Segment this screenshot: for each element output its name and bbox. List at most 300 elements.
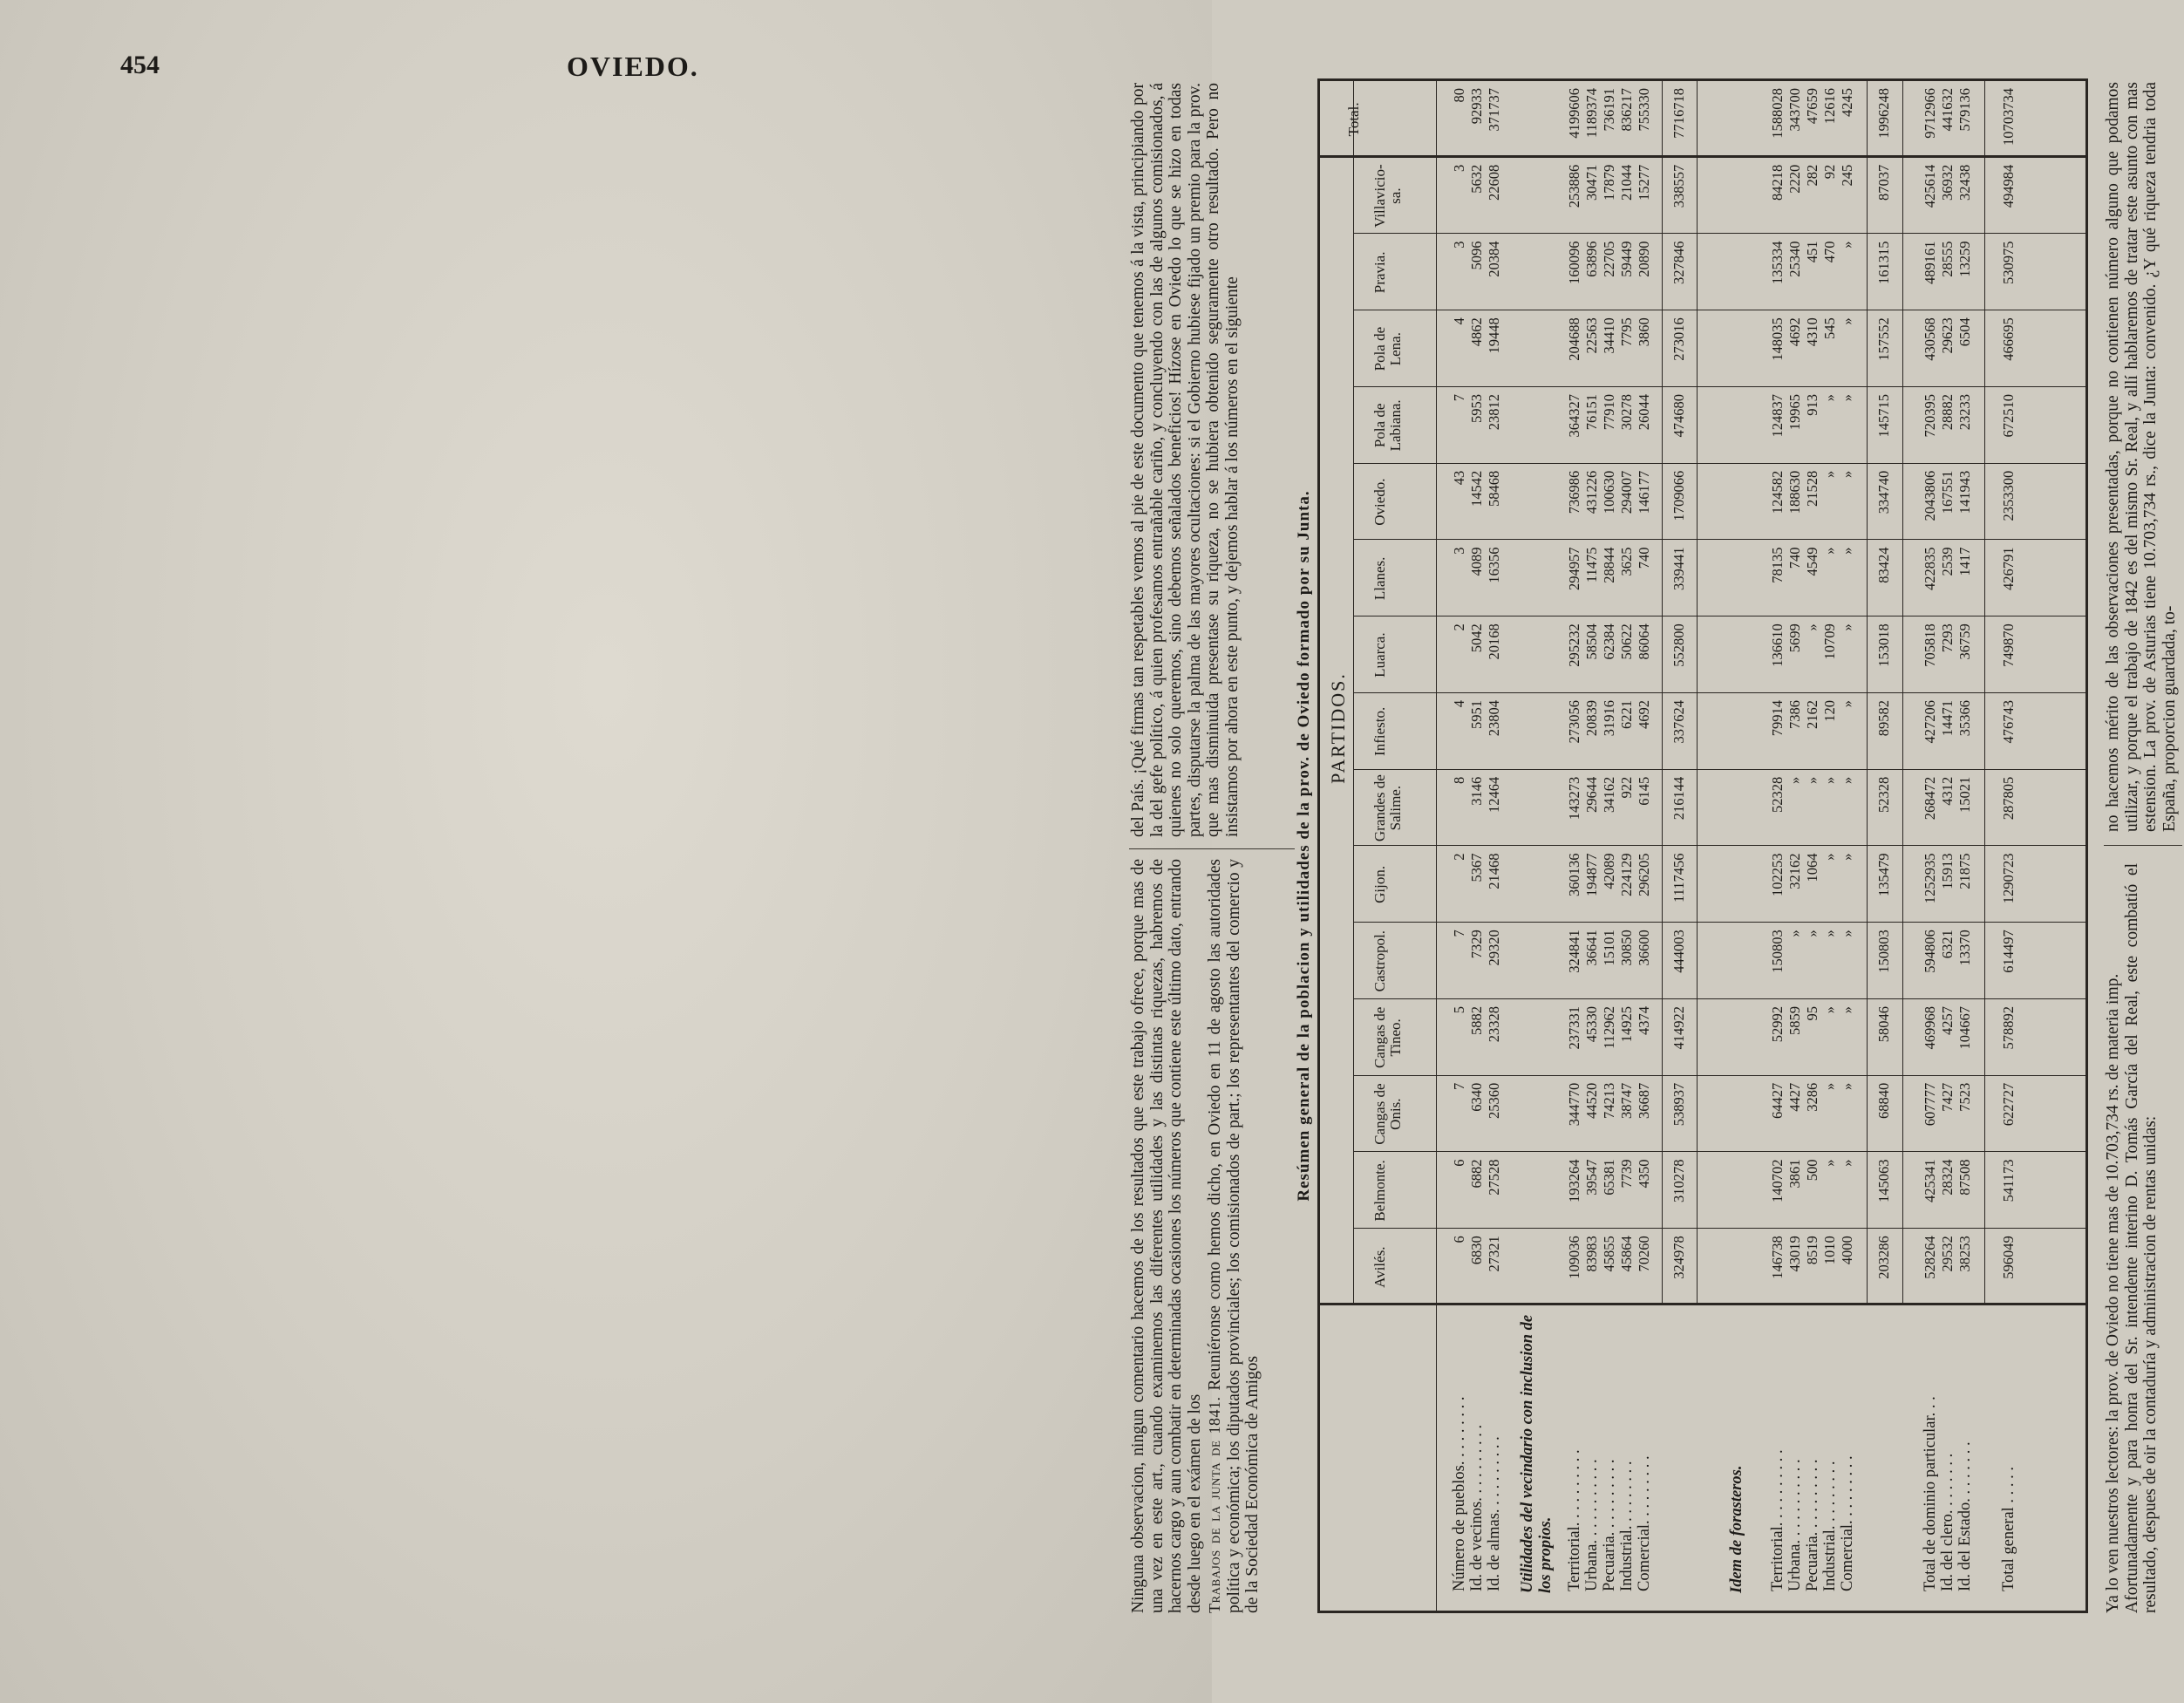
column-header: Pola de Labiana.: [1371, 399, 1404, 452]
table-cell: »: [1786, 930, 1803, 937]
table-cell: 579136: [1956, 88, 1973, 132]
table-cell: »: [1821, 853, 1838, 861]
section-label: Idem de forasteros.: [1728, 1465, 1745, 1593]
table-cell: 755330: [1636, 88, 1652, 132]
column-header: Total.: [1345, 102, 1362, 137]
table-cell: 5699: [1786, 623, 1803, 653]
table-cell: 11475: [1583, 547, 1600, 583]
table-cell: 740: [1786, 547, 1803, 569]
table-cell: 324978: [1670, 1236, 1687, 1279]
table-cell: 5: [1451, 1006, 1467, 1014]
column-header: Avilés.: [1371, 1246, 1388, 1288]
table-cell: 324841: [1566, 930, 1582, 973]
table-cell: 237331: [1566, 1006, 1582, 1050]
table-cell: 194877: [1583, 853, 1600, 896]
column-header: Pravia.: [1371, 251, 1388, 294]
table-cell: 135334: [1769, 241, 1786, 284]
table-cell: 52328: [1875, 776, 1892, 813]
table-cell: 4310: [1804, 317, 1820, 347]
table-cell: 705818: [1922, 623, 1938, 667]
table-cell: 58504: [1583, 623, 1600, 660]
table-cell: 216144: [1670, 776, 1687, 821]
table-cell: 104667: [1956, 1006, 1973, 1050]
table-cell: 425614: [1922, 164, 1938, 208]
table-cell: 145715: [1875, 394, 1892, 438]
table-cell: 7: [1451, 930, 1467, 937]
table-cell: 5882: [1468, 1006, 1485, 1035]
table-cell: 70260: [1636, 1236, 1652, 1272]
intro-paragraph-2-text: Reuniéronse como hemos dicho, en Oviedo en 11 de agosto las autoridades política y económica; los diputados provinciales; los comisionados de part.; los representantes del comercio y de la Sociedad Económica de Amigos: [1206, 859, 1262, 1613]
table-cell: 294007: [1618, 470, 1635, 514]
table-cell: 552800: [1670, 623, 1687, 667]
table-cell: 273056: [1566, 700, 1582, 744]
closing-paragraph-1: Ya lo ven nuestros lectores: la prov. de Oviedo no tiene mas de 10.703,734 rs. de materia imp.: [2104, 973, 2122, 1613]
column-header: Pola de Lena.: [1371, 326, 1404, 371]
table-cell: 3861: [1786, 1159, 1803, 1189]
table-cell: 38747: [1618, 1082, 1635, 1119]
row-label-dominio: Total de dominio particular. . .: [1922, 1396, 1939, 1591]
column-divider: [1129, 848, 1295, 849]
row-label-v-comercial: Comercial. . . . . . . . .: [1636, 1455, 1653, 1591]
table-cell: 30850: [1618, 930, 1635, 966]
table-cell: 1117456: [1670, 853, 1687, 903]
table-cell: 76151: [1583, 394, 1600, 431]
table-cell: 749870: [2000, 623, 2017, 667]
table-cell: 23233: [1956, 394, 1973, 431]
table-cell: »: [1839, 853, 1855, 861]
table-cell: 29623: [1939, 317, 1956, 354]
table-cell: 5042: [1468, 623, 1485, 653]
subtotal-rule: [1867, 81, 1868, 1305]
table-cell: 15101: [1601, 930, 1617, 966]
table-cell: 5951: [1468, 700, 1485, 729]
table-cell: 124582: [1769, 470, 1786, 514]
table-cell: 29532: [1939, 1236, 1956, 1272]
subtotal-rule: [1662, 81, 1663, 1305]
table-cell: 441632: [1939, 88, 1956, 132]
table-cell: 8519: [1804, 1236, 1820, 1265]
table-cell: 34410: [1601, 317, 1617, 354]
closing-text: [2104, 78, 2182, 1613]
table-cell: 15913: [1939, 853, 1956, 889]
table-cell: 148035: [1769, 317, 1786, 361]
table-cell: 23812: [1486, 394, 1502, 431]
row-label-f-industrial: Industrial. . . . . . . . .: [1821, 1461, 1839, 1591]
table-cell: 34162: [1601, 776, 1617, 813]
table-cell: 161315: [1875, 241, 1892, 284]
table-cell: 425341: [1922, 1159, 1938, 1202]
table-cell: 21528: [1804, 470, 1820, 507]
table-cell: 489161: [1922, 241, 1938, 284]
table-cell: 43: [1451, 470, 1467, 486]
row-label-v-urbana: Urbana. . . . . . . . . . .: [1583, 1459, 1601, 1591]
row-label-estado: Id. del Estado. . . . . . . .: [1956, 1441, 1974, 1591]
table-cell: »: [1839, 241, 1855, 249]
table-cell: 77910: [1601, 394, 1617, 431]
table-cell: 4427: [1786, 1082, 1803, 1112]
column-header: Castropol.: [1371, 930, 1388, 992]
table-cell: »: [1821, 776, 1838, 784]
table-cell: 21875: [1956, 853, 1973, 889]
table-cell: »: [1821, 930, 1838, 937]
table-cell: 14471: [1939, 700, 1956, 737]
table-cell: 43019: [1786, 1236, 1803, 1272]
table-cell: 25360: [1486, 1082, 1502, 1119]
column-header: Cangas de Tineo.: [1371, 1006, 1404, 1069]
table-cell: 141943: [1956, 470, 1973, 514]
table-cell: 188630: [1786, 470, 1803, 514]
table-cell: 430568: [1922, 317, 1938, 361]
table-cell: 5367: [1468, 853, 1485, 882]
table-cell: »: [1804, 930, 1820, 937]
table-cell: 16356: [1486, 547, 1502, 583]
table-cell: 42089: [1601, 853, 1617, 889]
table-cell: 295232: [1566, 623, 1582, 667]
table-cell: 22608: [1486, 164, 1502, 201]
table-cell: 63896: [1583, 241, 1600, 277]
table-cell: 29320: [1486, 930, 1502, 966]
table-cell: 7716718: [1670, 88, 1687, 139]
table-cell: 36932: [1939, 164, 1956, 201]
row-label-f-pecuaria: Pecuaria. . . . . . . . . .: [1804, 1459, 1821, 1591]
table-cell: 140702: [1769, 1159, 1786, 1202]
intro-text: [1129, 78, 1295, 1613]
row-label-f-urbana: Urbana. . . . . . . . . . .: [1786, 1459, 1804, 1591]
table-cell: »: [1839, 547, 1855, 555]
table-cell: 268472: [1922, 776, 1938, 821]
table-cell: 35366: [1956, 700, 1973, 737]
table-cell: 836217: [1618, 88, 1635, 132]
table-cell: 7386: [1786, 700, 1803, 729]
table-cell: 2539: [1939, 547, 1956, 576]
table-cell: 80: [1451, 88, 1467, 103]
page-number: 454: [120, 51, 160, 79]
table-cell: 7: [1451, 1082, 1467, 1090]
table-cell: »: [1821, 1006, 1838, 1014]
intro-paragraph-1: Ninguna observacion, ningun comentario hacemos de los resultados que este trabajo ofrece, porque mas de una vez en este art., cuando examinemos las diferentes utilidades y las distintas riquezas, habremos de hacernos cargo y aun combatir en determinadas ocasiones los números que contiene este último dato, entrando desde luego en el exámen de los: [1129, 859, 1204, 1613]
table-cell: 7427: [1939, 1082, 1956, 1112]
column-header: Gijon.: [1371, 865, 1388, 903]
table-cell: 62384: [1601, 623, 1617, 660]
table-cell: 4199606: [1566, 88, 1582, 139]
table-cell: 124837: [1769, 394, 1786, 438]
table-cell: 109036: [1566, 1236, 1582, 1279]
table-cell: 92933: [1468, 88, 1485, 125]
table-cell: 58046: [1875, 1006, 1892, 1043]
row-label-general: Total general . . . . .: [2000, 1466, 2017, 1591]
row-label-f-comercial: Comercial. . . . . . . . .: [1839, 1455, 1856, 1591]
table-cell: 594806: [1922, 930, 1938, 973]
table-cell: 287805: [2000, 776, 2017, 821]
table-cell: 59449: [1618, 241, 1635, 277]
closing-paragraph-3: no hacemos mérito de las observaciones presentadas, porque no contienen número alguno que podamos utilizar, y porque el trabajo de 1842 es del mismo Sr. Real, y allí hablaremos de tratar este asunto con mas estension. La prov. de Asturias tiene 10.703,734 rs., dice la Junta: convenido. ¿Y qué riqueza tendria toda España, proporcion guardada, to-: [2104, 82, 2179, 832]
table-cell: 7329: [1468, 930, 1485, 959]
table-cell: 245: [1839, 164, 1855, 187]
intro-paragraph-3: del País. ¡Qué firmas tan respetables vemos al pie de este documento que tenemos á la vista, principiando por la del gefe político, á quien profesamos entrañable cariño, y concluyendo con las de algunos comisionados, á quienes no solo queremos, sino debemos señalados beneficios! Hízose en Oviedo lo que se hizo en todas partes, disputarse la palma de las mayores ocultaciones: si el Gobierno hubiese fijado un premio para la prov. que mas disminuida presentase su riqueza, no se hubiera obtenido seguramente otro resultado. Pero no insistamos por ahora en este punto, y dejemos hablar á los números en el siguiente: [1129, 83, 1242, 837]
table-cell: 334740: [1875, 470, 1892, 514]
table-cell: 7795: [1618, 317, 1635, 347]
table-cell: 360136: [1566, 853, 1582, 896]
table-cell: 1417: [1956, 547, 1973, 576]
table-cell: 6340: [1468, 1082, 1485, 1112]
table-cell: 32162: [1786, 853, 1803, 889]
closing-column-left: [2104, 863, 2160, 1613]
table-cell: 92: [1821, 164, 1838, 180]
table-cell: »: [1839, 930, 1855, 937]
table-cell: 1996248: [1875, 88, 1892, 139]
row-label-almas: Id. de almas. . . . . . . . . .: [1486, 1436, 1503, 1591]
table-cell: 338557: [1670, 164, 1687, 208]
table-cell: 25340: [1786, 241, 1803, 277]
row-label-v-territorial: Territorial. . . . . . . . . .: [1566, 1449, 1583, 1591]
table-cell: 466695: [2000, 317, 2017, 361]
table-cell: 13370: [1956, 930, 1973, 966]
table-cell: 740: [1636, 547, 1652, 569]
table-cell: »: [1839, 394, 1855, 402]
table-cell: 3860: [1636, 317, 1652, 347]
table-cell: 426791: [2000, 547, 2017, 590]
table-cell: 86064: [1636, 623, 1652, 660]
table-cell: 145063: [1875, 1159, 1892, 1202]
table-cell: 6504: [1956, 317, 1973, 347]
table-cell: 1588028: [1769, 88, 1786, 139]
table-cell: 6: [1451, 1236, 1467, 1243]
table-cell: 736191: [1601, 88, 1617, 132]
table-cell: 36687: [1636, 1082, 1652, 1119]
table-title: Resúmen general de la poblacion y utilidades de la prov. de Oviedo formado por su Junta.: [1295, 490, 1313, 1202]
partidos-rule: [1353, 81, 1354, 1305]
table-cell: 343700: [1786, 88, 1803, 132]
table-cell: 4374: [1636, 1006, 1652, 1035]
table-cell: 6882: [1468, 1159, 1485, 1189]
table-cell: 74213: [1601, 1082, 1617, 1119]
table-cell: 167551: [1939, 470, 1956, 514]
table-cell: 58468: [1486, 470, 1502, 507]
table-cell: 431226: [1583, 470, 1600, 514]
table-cell: 45864: [1618, 1236, 1635, 1272]
subtotal-rule: [1697, 81, 1698, 1305]
row-label-vecinos: Id. de vecinos. . . . . . . . . .: [1468, 1424, 1486, 1591]
table-cell: 5096: [1468, 241, 1485, 270]
table-cell: 22705: [1601, 241, 1617, 277]
table-cell: 89582: [1875, 700, 1892, 737]
table-cell: »: [1839, 700, 1855, 708]
table-cell: 414922: [1670, 1006, 1687, 1050]
table-cell: 153018: [1875, 623, 1892, 667]
table-cell: 100630: [1601, 470, 1617, 514]
table-cell: 14542: [1468, 470, 1485, 507]
table-cell: 120: [1821, 700, 1838, 722]
column-header: Belmonte.: [1371, 1160, 1388, 1222]
table-cell: 146738: [1769, 1236, 1786, 1279]
table-cell: 19965: [1786, 394, 1803, 431]
table-cell: 22563: [1583, 317, 1600, 354]
table-cell: 6221: [1618, 700, 1635, 729]
table-cell: 4257: [1939, 1006, 1956, 1035]
table-cell: 327846: [1670, 241, 1687, 284]
table-cell: 31916: [1601, 700, 1617, 737]
table-cell: 451: [1804, 241, 1820, 263]
column-header: Villavicio-sa.: [1371, 164, 1404, 228]
table-cell: 39547: [1583, 1159, 1600, 1196]
table-cell: 20384: [1486, 241, 1502, 277]
table-cell: 7293: [1939, 623, 1956, 653]
column-header: Oviedo.: [1371, 478, 1388, 526]
table-cell: »: [1839, 1082, 1855, 1090]
table-cell: 296205: [1636, 853, 1652, 896]
table-cell: 4692: [1786, 317, 1803, 347]
table-cell: 913: [1804, 394, 1820, 416]
table-cell: 27528: [1486, 1159, 1502, 1196]
table-cell: 50622: [1618, 623, 1635, 660]
closing-column-right: [2104, 82, 2179, 832]
table-cell: 3: [1451, 547, 1467, 555]
column-header: Infiesto.: [1371, 706, 1388, 756]
table-cell: 2162: [1804, 700, 1820, 729]
table-cell: 47659: [1804, 88, 1820, 125]
table-cell: 15021: [1956, 776, 1973, 813]
table-cell: 45330: [1583, 1006, 1600, 1043]
table-cell: 26044: [1636, 394, 1652, 431]
table-cell: 65381: [1601, 1159, 1617, 1196]
table-cell: 78135: [1769, 547, 1786, 583]
table-cell: 528264: [1922, 1236, 1938, 1279]
table-cell: 36641: [1583, 930, 1600, 966]
table-cell: 29644: [1583, 776, 1600, 813]
column-divider: [2104, 845, 2182, 846]
table-cell: 36600: [1636, 930, 1652, 966]
column-header: Luarca.: [1371, 632, 1388, 678]
table-cell: 5632: [1468, 164, 1485, 194]
table-cell: 20890: [1636, 241, 1652, 277]
table-cell: 736986: [1566, 470, 1582, 514]
running-head: OVIEDO.: [567, 51, 699, 82]
table-cell: 79914: [1769, 700, 1786, 737]
table-cell: 476743: [2000, 700, 2017, 744]
table-cell: 27321: [1486, 1236, 1502, 1272]
table-cell: 52992: [1769, 1006, 1786, 1043]
table-cell: 4862: [1468, 317, 1485, 347]
table-cell: 95: [1804, 1006, 1820, 1021]
table-cell: 4692: [1636, 700, 1652, 729]
table-cell: 530975: [2000, 241, 2017, 284]
intro-paragraph-2: [1206, 859, 1262, 1613]
table-cell: 146177: [1636, 470, 1652, 514]
table-cell: 21044: [1618, 164, 1635, 201]
table-cell: 614497: [2000, 930, 2017, 973]
table-cell: 922: [1618, 776, 1635, 799]
table-cell: 2353300: [2000, 470, 2017, 521]
table-cell: 160096: [1566, 241, 1582, 284]
table-cell: 102253: [1769, 853, 1786, 896]
table-cell: 23804: [1486, 700, 1502, 737]
table-cell: 83424: [1875, 547, 1892, 583]
table-cell: 9712966: [1922, 88, 1938, 139]
table-cell: 135479: [1875, 853, 1892, 896]
table-cell: »: [1821, 470, 1838, 478]
table-cell: 310278: [1670, 1159, 1687, 1202]
rotated-content: [1129, 78, 2184, 1613]
table-cell: 7523: [1956, 1082, 1973, 1112]
table-cell: 427206: [1922, 700, 1938, 744]
table-cell: 32438: [1956, 164, 1973, 201]
table-cell: 500: [1804, 1159, 1820, 1182]
table-cell: 474680: [1670, 394, 1687, 438]
table-cell: 5859: [1786, 1006, 1803, 1035]
table-cell: 150803: [1769, 930, 1786, 973]
table-cell: 21468: [1486, 853, 1502, 889]
table-cell: 12616: [1821, 88, 1838, 125]
table-cell: 52328: [1769, 776, 1786, 813]
table-cell: 10703734: [2000, 88, 2017, 146]
table-cell: »: [1839, 776, 1855, 784]
table-cell: 1010: [1821, 1236, 1838, 1265]
table-cell: 2: [1451, 853, 1467, 861]
table-cell: »: [1821, 1082, 1838, 1090]
table-cell: 36759: [1956, 623, 1973, 660]
table-cell: »: [1786, 776, 1803, 784]
table-cell: 469968: [1922, 1006, 1938, 1050]
table-cell: 4549: [1804, 547, 1820, 576]
table-cell: 28555: [1939, 241, 1956, 277]
column-header: Llanes.: [1371, 556, 1388, 601]
row-label-v-pecuaria: Pecuaria. . . . . . . . . .: [1601, 1459, 1618, 1591]
closing-paragraph-2: Afortunadamente y para honra del Sr. intendente interino D. Tomás García del Real, este combatió el resultado, despues de oir la contaduría y administracion de rentas unidas:: [2122, 863, 2160, 1613]
table-cell: 622727: [2000, 1082, 2017, 1127]
table-cell: 20168: [1486, 623, 1502, 660]
table-cell: 4000: [1839, 1236, 1855, 1265]
table-cell: 30471: [1583, 164, 1600, 201]
table-cell: 253886: [1566, 164, 1582, 208]
table-cell: 2220: [1786, 164, 1803, 194]
table-cell: 422835: [1922, 547, 1938, 590]
table-cell: 1709066: [1670, 470, 1687, 521]
table-cell: 8: [1451, 776, 1467, 784]
table-cell: 14925: [1618, 1006, 1635, 1043]
table-cell: 494984: [2000, 164, 2017, 208]
table-cell: 2043806: [1922, 470, 1938, 521]
row-label-f-territorial: Territorial. . . . . . . . . .: [1769, 1449, 1786, 1591]
table-cell: 720395: [1922, 394, 1938, 438]
table-cell: 5953: [1468, 394, 1485, 423]
table-cell: 1064: [1804, 853, 1820, 882]
table-cell: 4245: [1839, 88, 1855, 117]
partidos-heading: PARTIDOS.: [1327, 672, 1349, 784]
table-cell: »: [1839, 623, 1855, 631]
table-cell: 4089: [1468, 547, 1485, 576]
table-cell: 364327: [1566, 394, 1582, 438]
table-cell: 596049: [2000, 1236, 2017, 1279]
table-cell: »: [1804, 776, 1820, 784]
table-cell: 294957: [1566, 547, 1582, 590]
table-cell: 30278: [1618, 394, 1635, 431]
row-label-v-industrial: Industrial. . . . . . . . .: [1618, 1461, 1636, 1591]
table-cell: »: [1804, 623, 1820, 631]
table-cell: 337624: [1670, 700, 1687, 744]
table-cell: 6: [1451, 1159, 1467, 1167]
table-cell: 28324: [1939, 1159, 1956, 1196]
table-cell: »: [1839, 317, 1855, 325]
table-cell: 150803: [1875, 930, 1892, 973]
table-cell: 15277: [1636, 164, 1652, 201]
table-cell: 672510: [2000, 394, 2017, 438]
table-cell: 38253: [1956, 1236, 1973, 1272]
table-cell: 19448: [1486, 317, 1502, 354]
table-cell: 112962: [1601, 1006, 1617, 1049]
table-cell: 20839: [1583, 700, 1600, 737]
table-cell: 444003: [1670, 930, 1687, 973]
table-cell: 578892: [2000, 1006, 2017, 1050]
